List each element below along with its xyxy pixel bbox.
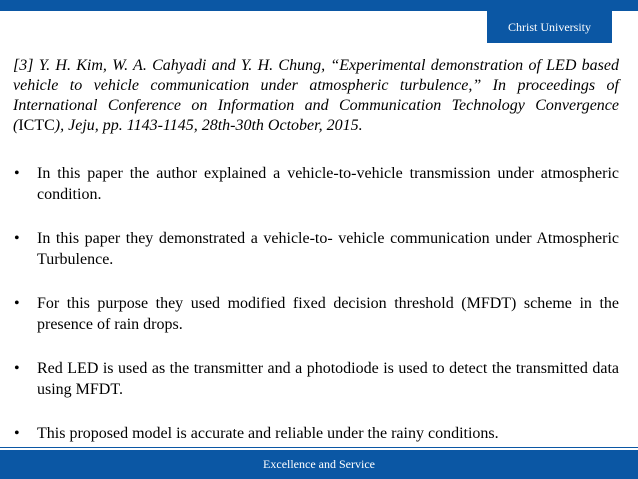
footer-divider bbox=[0, 447, 638, 448]
bullet-marker: • bbox=[14, 425, 20, 442]
bullet-item bbox=[13, 163, 619, 205]
brand-name: Christ University bbox=[508, 19, 591, 34]
bullet-item bbox=[13, 423, 619, 444]
top-header-bar bbox=[0, 0, 638, 11]
bullet-text: This proposed model is accurate and reliable under the rainy conditions. bbox=[37, 425, 499, 442]
bullet-item bbox=[13, 228, 619, 270]
reference-citation bbox=[13, 56, 619, 136]
bullet-marker: • bbox=[14, 295, 20, 312]
bullet-text: In this paper the author explained a vehicle-to-vehicle transmission under atmospheric condition. bbox=[37, 165, 619, 203]
bullet-text: Red LED is used as the transmitter and a photodiode is used to detect the transmitted data using MFDT. bbox=[37, 360, 619, 398]
footer-motto: Excellence and Service bbox=[263, 457, 375, 471]
bullet-marker: • bbox=[14, 165, 20, 182]
citation-text: [3] Y. H. Kim, W. A. Cahyadi and Y. H. Chung, “Experimental demonstration of LED based vehicle to vehicle communication under atmospheric turbulence,” In proceedings of International Conference on Information and Communication Technology Convergence ( bbox=[13, 57, 619, 134]
bullet-text: In this paper they demonstrated a vehicle-to- vehicle communication under Atmospheric Turbulence. bbox=[37, 230, 619, 268]
brand-tab bbox=[487, 11, 612, 43]
footer bbox=[0, 450, 638, 479]
bullet-marker: • bbox=[14, 360, 20, 377]
citation-tail: ), Jeju, pp. 1143-1145, 28th-30th October, 2015. bbox=[54, 117, 363, 134]
bullet-item bbox=[13, 358, 619, 400]
summary-bullet-list bbox=[13, 163, 619, 444]
bullet-text: For this purpose they used modified fixed decision threshold (MFDT) scheme in the presence of rain drops. bbox=[37, 295, 619, 333]
bullet-marker: • bbox=[14, 230, 20, 247]
bullet-item bbox=[13, 293, 619, 335]
citation-abbreviation: ICTC bbox=[18, 117, 55, 134]
